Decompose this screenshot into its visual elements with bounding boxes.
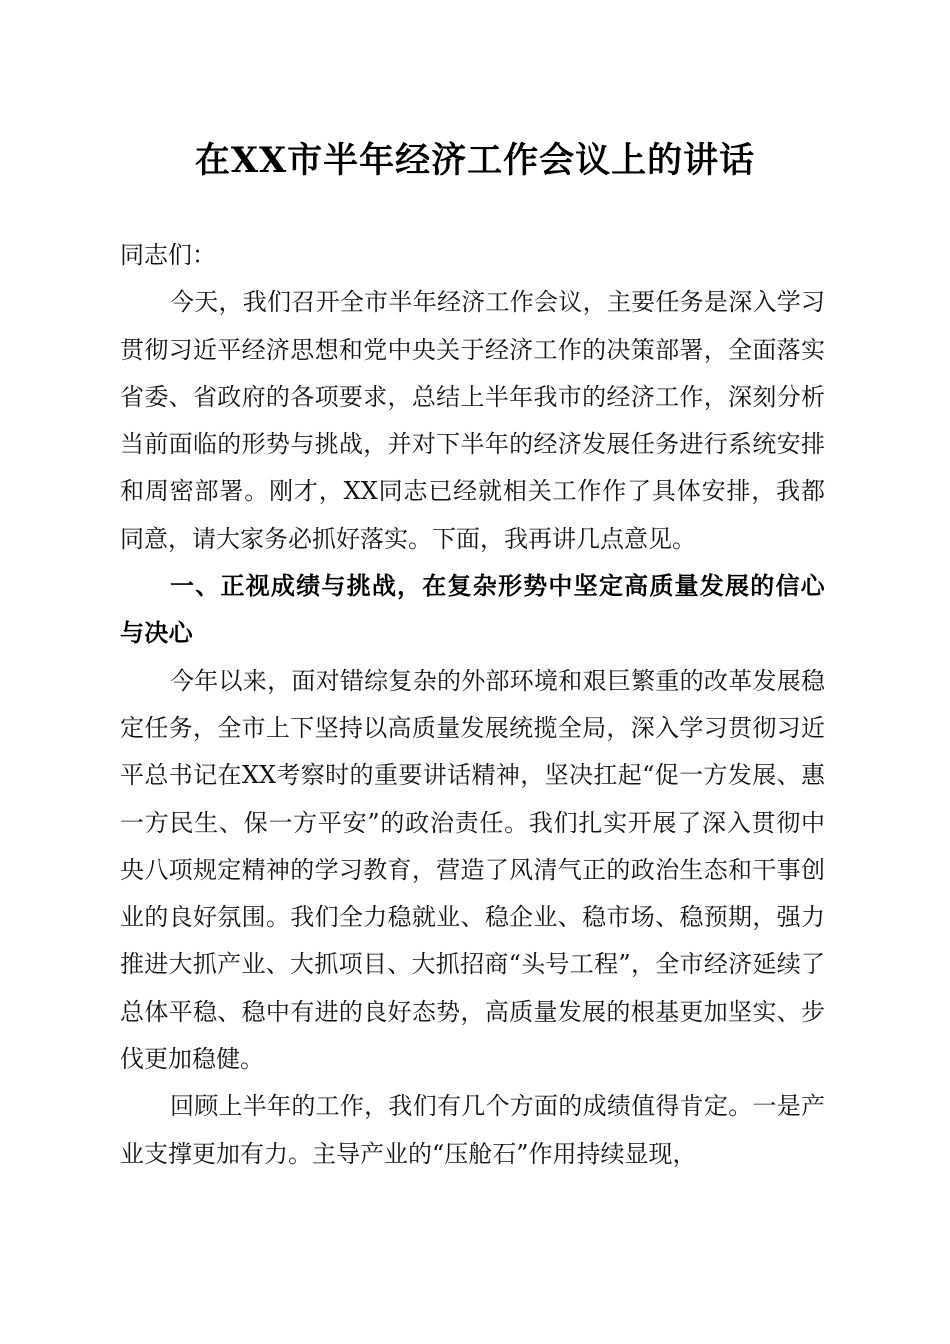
section-paragraph-1: 今年以来，面对错综复杂的外部环境和艰巨繁重的改革发展稳定任务，全市上下坚持以高质量发展统揽全局，深入学习贯彻习近平总书记在XX考察时的重要讲话精神，坚决扛起“促一方发展、惠一方民生、保一方平安”的政治责任。我们扎实开展了深入贯彻中央八项规定精神的学习教育，营造了风清气正的政治生态和干事创业的良好氛围。我们全力稳就业、稳企业、稳市场、稳预期，强力推进大抓产业、大抓项目、大抓招商“头号工程”，全市经济延续了总体平稳、稳中有进的良好态势，高质量发展的根基更加坚实、步伐更加稳健。 xyxy=(120,666,825,1074)
salutation: 同志们： xyxy=(120,241,216,269)
opening-paragraph: 今天，我们召开全市半年经济工作会议，主要任务是深入学习贯彻习近平经济思想和党中央关于经济工作的决策部署，全面落实省委、省政府的各项要求，总结上半年我市的经济工作，深刻分析当前面临的形势与挑战，并对下半年的经济发展任务进行系统安排和周密部署。刚才，XX同志已经就相关工作作了具体安排，我都同意，请大家务必抓好落实。下面，我再讲几点意见。 xyxy=(120,288,825,553)
section-heading: 一、正视成绩与挑战，在复杂形势中坚定高质量发展的信心与决心 xyxy=(120,572,825,648)
section-paragraph-2: 回顾上半年的工作，我们有几个方面的成绩值得肯定。一是产业支撑更加有力。主导产业的“压舱石”作用持续显现， xyxy=(120,1092,825,1168)
document-title: 在XX市半年经济工作会议上的讲话 xyxy=(194,140,756,181)
document-body xyxy=(120,232,825,1178)
